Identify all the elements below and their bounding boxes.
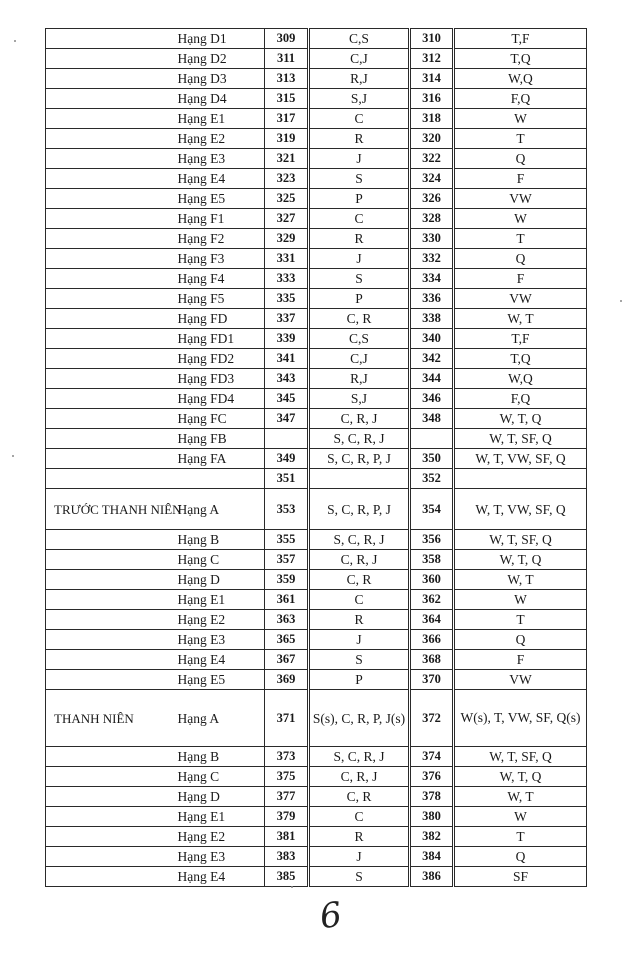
code-number-cell: 345 (265, 389, 309, 409)
category-cell (46, 630, 178, 650)
table-row (46, 429, 587, 449)
table-row (46, 867, 587, 887)
table-row (46, 590, 587, 610)
code-number-cell: 383 (265, 847, 309, 867)
table-row (46, 209, 587, 229)
code-number-cell: 314 (410, 69, 454, 89)
category-code-cell: W,Q (454, 69, 587, 89)
code-number-cell: 337 (265, 309, 309, 329)
category-code-cell: P (309, 670, 410, 690)
rank-cell: Hạng E3 (178, 149, 265, 169)
table-row (46, 570, 587, 590)
category-code-cell: W, T, SF, Q (454, 747, 587, 767)
rank-cell: Hạng D (178, 787, 265, 807)
rank-cell: Hạng F4 (178, 269, 265, 289)
code-number-cell: 321 (265, 149, 309, 169)
table-row (46, 69, 587, 89)
rank-cell (178, 469, 265, 489)
code-number-cell: 347 (265, 409, 309, 429)
code-number-cell: 352 (410, 469, 454, 489)
category-cell (46, 847, 178, 867)
category-cell (46, 209, 178, 229)
category-code-cell: S(s), C, R, P, J(s) (309, 690, 410, 747)
category-code-cell: C (309, 109, 410, 129)
category-code-cell: Q (454, 149, 587, 169)
code-number-cell: 376 (410, 767, 454, 787)
code-number-cell: 365 (265, 630, 309, 650)
code-number-cell: 311 (265, 49, 309, 69)
code-number-cell: 348 (410, 409, 454, 429)
code-number-cell: 385 (265, 867, 309, 887)
category-cell (46, 109, 178, 129)
category-code-cell: W (454, 807, 587, 827)
scan-speck (14, 40, 16, 42)
category-code-cell: W (454, 590, 587, 610)
category-code-cell: J (309, 249, 410, 269)
table-row (46, 289, 587, 309)
code-number-cell: 386 (410, 867, 454, 887)
rank-cell: Hạng FD1 (178, 329, 265, 349)
table-row (46, 309, 587, 329)
category-cell (46, 550, 178, 570)
category-code-cell: Q (454, 630, 587, 650)
rank-cell: Hạng FC (178, 409, 265, 429)
code-number-cell: 330 (410, 229, 454, 249)
category-code-cell: S, C, R, J (309, 530, 410, 550)
code-number-cell: 382 (410, 827, 454, 847)
code-number-cell: 380 (410, 807, 454, 827)
table-row (46, 369, 587, 389)
category-cell: TRƯỚC THANH NIÊN (46, 489, 178, 530)
code-number-cell: 350 (410, 449, 454, 469)
category-cell (46, 429, 178, 449)
category-code-cell: W, T (454, 787, 587, 807)
code-number-cell: 335 (265, 289, 309, 309)
ranking-table (45, 28, 587, 887)
code-number-cell: 375 (265, 767, 309, 787)
table-row (46, 747, 587, 767)
rank-cell: Hạng F3 (178, 249, 265, 269)
category-code-cell: S, C, R, J (309, 429, 410, 449)
code-number-cell: 346 (410, 389, 454, 409)
category-code-cell: C, R (309, 570, 410, 590)
category-code-cell: S (309, 169, 410, 189)
code-number-cell: 338 (410, 309, 454, 329)
code-number-cell: 358 (410, 550, 454, 570)
rank-cell: Hạng D3 (178, 69, 265, 89)
code-number-cell: 378 (410, 787, 454, 807)
category-code-cell: S,J (309, 89, 410, 109)
code-number-cell: 331 (265, 249, 309, 269)
rank-cell: Hạng B (178, 747, 265, 767)
code-number-cell: 309 (265, 29, 309, 49)
code-number-cell: 333 (265, 269, 309, 289)
code-number-cell: 325 (265, 189, 309, 209)
category-cell (46, 329, 178, 349)
code-number-cell: 362 (410, 590, 454, 610)
rank-cell: Hạng D4 (178, 89, 265, 109)
code-number-cell: 332 (410, 249, 454, 269)
category-code-cell: W, T (454, 570, 587, 590)
scan-speck (12, 455, 14, 457)
category-cell (46, 269, 178, 289)
rank-cell: Hạng F1 (178, 209, 265, 229)
rank-cell: Hạng E5 (178, 670, 265, 690)
code-number-cell: 319 (265, 129, 309, 149)
table-row (46, 129, 587, 149)
category-code-cell: F,Q (454, 389, 587, 409)
category-code-cell: F (454, 269, 587, 289)
table-row (46, 827, 587, 847)
code-number-cell: 328 (410, 209, 454, 229)
category-code-cell: F (454, 169, 587, 189)
category-code-cell: T,F (454, 29, 587, 49)
category-code-cell: S, C, R, P, J (309, 489, 410, 530)
code-number-cell: 320 (410, 129, 454, 149)
category-code-cell: W,Q (454, 369, 587, 389)
category-code-cell: P (309, 289, 410, 309)
category-cell (46, 189, 178, 209)
category-cell (46, 229, 178, 249)
category-code-cell: W, T, Q (454, 767, 587, 787)
code-number-cell: 310 (410, 29, 454, 49)
rank-cell: Hạng FA (178, 449, 265, 469)
rank-cell: Hạng E2 (178, 129, 265, 149)
category-cell: THANH NIÊN (46, 690, 178, 747)
table-row (46, 530, 587, 550)
category-code-cell: S, C, R, J (309, 747, 410, 767)
category-cell (46, 409, 178, 429)
category-code-cell: C (309, 807, 410, 827)
category-cell (46, 650, 178, 670)
category-code-cell: R (309, 129, 410, 149)
rank-cell: Hạng B (178, 530, 265, 550)
category-code-cell: C,J (309, 49, 410, 69)
category-cell (46, 29, 178, 49)
rank-cell: Hạng FB (178, 429, 265, 449)
category-code-cell: W, T, SF, Q (454, 530, 587, 550)
table-row (46, 349, 587, 369)
rank-cell: Hạng C (178, 767, 265, 787)
rank-cell: Hạng F5 (178, 289, 265, 309)
category-cell (46, 349, 178, 369)
code-number-cell: 322 (410, 149, 454, 169)
category-code-cell: Q (454, 847, 587, 867)
code-number-cell: 384 (410, 847, 454, 867)
rank-cell: Hạng FD2 (178, 349, 265, 369)
category-cell (46, 169, 178, 189)
category-cell (46, 570, 178, 590)
category-code-cell: W, T, Q (454, 550, 587, 570)
rank-cell: Hạng E3 (178, 847, 265, 867)
rank-cell: Hạng FD4 (178, 389, 265, 409)
category-code-cell: S (309, 867, 410, 887)
table-row (46, 109, 587, 129)
table-row (46, 469, 587, 489)
category-code-cell: Q (454, 249, 587, 269)
code-number-cell (410, 429, 454, 449)
category-code-cell: R,J (309, 369, 410, 389)
code-number-cell: 355 (265, 530, 309, 550)
category-code-cell: J (309, 149, 410, 169)
category-code-cell: W (454, 209, 587, 229)
rank-cell: Hạng E5 (178, 189, 265, 209)
rank-cell: Hạng C (178, 550, 265, 570)
table-row (46, 787, 587, 807)
category-cell (46, 610, 178, 630)
code-number-cell: 343 (265, 369, 309, 389)
code-number-cell: 372 (410, 690, 454, 747)
code-number-cell: 363 (265, 610, 309, 630)
table-row (46, 149, 587, 169)
category-cell (46, 289, 178, 309)
category-code-cell: VW (454, 289, 587, 309)
category-code-cell: F (454, 650, 587, 670)
code-number-cell: 315 (265, 89, 309, 109)
category-code-cell: W, T, SF, Q (454, 429, 587, 449)
category-cell (46, 69, 178, 89)
code-number-cell: 368 (410, 650, 454, 670)
category-cell (46, 767, 178, 787)
category-code-cell: W, T, Q (454, 409, 587, 429)
category-code-cell: T,F (454, 329, 587, 349)
code-number-cell: 317 (265, 109, 309, 129)
code-number-cell: 374 (410, 747, 454, 767)
rank-cell: Hạng E4 (178, 169, 265, 189)
code-number-cell: 354 (410, 489, 454, 530)
category-code-cell: S (309, 650, 410, 670)
rank-cell: Hạng E3 (178, 630, 265, 650)
category-cell (46, 89, 178, 109)
category-code-cell: C (309, 590, 410, 610)
category-cell (46, 449, 178, 469)
code-number-cell: 341 (265, 349, 309, 369)
table-row (46, 329, 587, 349)
category-code-cell: C (309, 209, 410, 229)
table-row (46, 767, 587, 787)
code-number-cell: 371 (265, 690, 309, 747)
category-code-cell: C,S (309, 329, 410, 349)
category-code-cell: R (309, 610, 410, 630)
table-row (46, 550, 587, 570)
code-number-cell: 349 (265, 449, 309, 469)
category-code-cell: C, R (309, 309, 410, 329)
category-cell (46, 827, 178, 847)
rank-cell: Hạng D1 (178, 29, 265, 49)
code-number-cell: 351 (265, 469, 309, 489)
table-row (46, 249, 587, 269)
table-row (46, 690, 587, 747)
category-code-cell: T (454, 610, 587, 630)
category-code-cell: C,J (309, 349, 410, 369)
category-code-cell: W(s), T, VW, SF, Q(s) (454, 690, 587, 747)
category-code-cell: F,Q (454, 89, 587, 109)
rank-cell: Hạng A (178, 489, 265, 530)
rank-cell: Hạng A (178, 690, 265, 747)
category-code-cell: T,Q (454, 49, 587, 69)
category-cell (46, 530, 178, 550)
scan-speck (291, 886, 293, 888)
category-code-cell: T,Q (454, 349, 587, 369)
rank-cell: Hạng D2 (178, 49, 265, 69)
code-number-cell: 336 (410, 289, 454, 309)
code-number-cell: 373 (265, 747, 309, 767)
category-code-cell: C, R (309, 787, 410, 807)
code-number-cell: 334 (410, 269, 454, 289)
category-code-cell: T (454, 229, 587, 249)
category-code-cell: W, T, VW, SF, Q (454, 489, 587, 530)
rank-cell: Hạng FD3 (178, 369, 265, 389)
category-cell (46, 787, 178, 807)
code-number-cell: 381 (265, 827, 309, 847)
category-code-cell: S (309, 269, 410, 289)
code-number-cell: 324 (410, 169, 454, 189)
category-code-cell: W (454, 109, 587, 129)
category-code-cell: J (309, 630, 410, 650)
table-row (46, 630, 587, 650)
code-number-cell: 357 (265, 550, 309, 570)
code-number-cell: 359 (265, 570, 309, 590)
category-code-cell: C, R, J (309, 409, 410, 429)
category-code-cell: R,J (309, 69, 410, 89)
code-number-cell: 327 (265, 209, 309, 229)
category-code-cell (454, 469, 587, 489)
category-cell (46, 249, 178, 269)
scan-speck (620, 300, 622, 302)
category-code-cell: R (309, 229, 410, 249)
table-row (46, 389, 587, 409)
category-cell (46, 670, 178, 690)
category-code-cell: VW (454, 189, 587, 209)
category-code-cell: SF (454, 867, 587, 887)
category-code-cell: C, R, J (309, 550, 410, 570)
category-code-cell: T (454, 129, 587, 149)
category-code-cell: W, T, VW, SF, Q (454, 449, 587, 469)
category-code-cell (309, 469, 410, 489)
code-number-cell: 366 (410, 630, 454, 650)
rank-cell: Hạng E1 (178, 807, 265, 827)
page-number: 6 (317, 894, 345, 938)
rank-cell: Hạng FD (178, 309, 265, 329)
category-code-cell: T (454, 827, 587, 847)
category-code-cell: W, T (454, 309, 587, 329)
table-row (46, 169, 587, 189)
table-row (46, 807, 587, 827)
code-number-cell: 329 (265, 229, 309, 249)
table-row (46, 650, 587, 670)
category-code-cell: J (309, 847, 410, 867)
category-cell (46, 590, 178, 610)
table-row (46, 89, 587, 109)
category-cell (46, 469, 178, 489)
code-number-cell: 326 (410, 189, 454, 209)
table-row (46, 229, 587, 249)
category-code-cell: S,J (309, 389, 410, 409)
category-cell (46, 309, 178, 329)
rank-cell: Hạng E1 (178, 590, 265, 610)
code-number-cell: 316 (410, 89, 454, 109)
code-number-cell: 312 (410, 49, 454, 69)
rank-cell: Hạng E4 (178, 867, 265, 887)
category-cell (46, 369, 178, 389)
rank-cell: Hạng E2 (178, 610, 265, 630)
category-cell (46, 129, 178, 149)
code-number-cell: 364 (410, 610, 454, 630)
table-row (46, 409, 587, 429)
code-number-cell: 370 (410, 670, 454, 690)
category-cell (46, 747, 178, 767)
code-number-cell (265, 429, 309, 449)
category-cell (46, 49, 178, 69)
code-number-cell: 367 (265, 650, 309, 670)
code-number-cell: 360 (410, 570, 454, 590)
code-number-cell: 353 (265, 489, 309, 530)
category-code-cell: C, R, J (309, 767, 410, 787)
table-row (46, 449, 587, 469)
table-row (46, 269, 587, 289)
rank-cell: Hạng F2 (178, 229, 265, 249)
category-cell (46, 867, 178, 887)
category-code-cell: P (309, 189, 410, 209)
category-code-cell: VW (454, 670, 587, 690)
code-number-cell: 377 (265, 787, 309, 807)
code-number-cell: 318 (410, 109, 454, 129)
table-row (46, 489, 587, 530)
category-cell (46, 807, 178, 827)
code-number-cell: 340 (410, 329, 454, 349)
code-number-cell: 313 (265, 69, 309, 89)
table-row (46, 189, 587, 209)
rank-cell: Hạng D (178, 570, 265, 590)
category-code-cell: R (309, 827, 410, 847)
rank-cell: Hạng E2 (178, 827, 265, 847)
code-number-cell: 339 (265, 329, 309, 349)
rank-cell: Hạng E1 (178, 109, 265, 129)
table-row (46, 670, 587, 690)
category-cell (46, 389, 178, 409)
code-number-cell: 342 (410, 349, 454, 369)
code-number-cell: 344 (410, 369, 454, 389)
rank-cell: Hạng E4 (178, 650, 265, 670)
code-number-cell: 323 (265, 169, 309, 189)
code-number-cell: 356 (410, 530, 454, 550)
category-code-cell: S, C, R, P, J (309, 449, 410, 469)
code-number-cell: 369 (265, 670, 309, 690)
code-number-cell: 379 (265, 807, 309, 827)
table-row (46, 610, 587, 630)
category-cell (46, 149, 178, 169)
table-row (46, 847, 587, 867)
category-code-cell: C,S (309, 29, 410, 49)
code-number-cell: 361 (265, 590, 309, 610)
table-row (46, 29, 587, 49)
table-row (46, 49, 587, 69)
